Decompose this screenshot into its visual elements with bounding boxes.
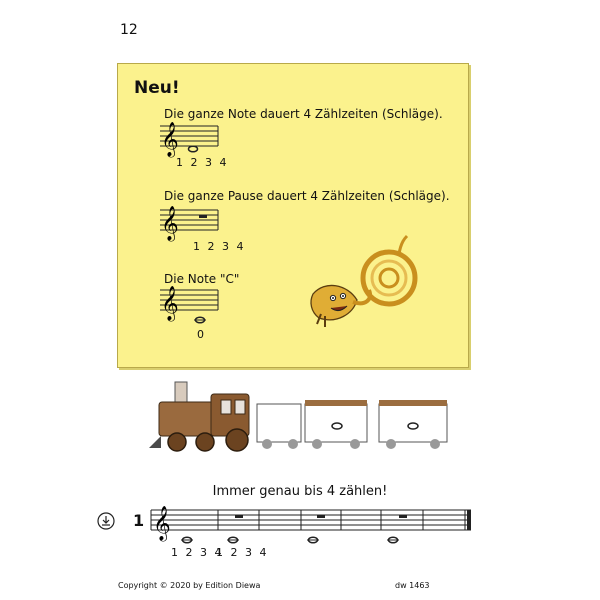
treble-clef-icon: 𝄞 bbox=[161, 122, 179, 157]
page-number: 12 bbox=[120, 22, 138, 38]
whole-note-icon bbox=[189, 146, 198, 152]
footer-code: dw 1463 bbox=[395, 581, 430, 590]
whole-note-text: Die ganze Note dauert 4 Zählzeiten (Schläge). bbox=[164, 107, 443, 121]
whole-rest-count: 1 2 3 4 bbox=[193, 240, 246, 253]
download-icon[interactable] bbox=[97, 512, 115, 530]
note-c-text: Die Note "C" bbox=[164, 272, 240, 286]
staff-note-c bbox=[160, 286, 220, 330]
whole-note-count: 1 2 3 4 bbox=[176, 156, 229, 169]
whole-rest-text: Die ganze Pause dauert 4 Zählzeiten (Schläge). bbox=[164, 189, 450, 203]
whole-rest-icon bbox=[199, 215, 207, 218]
exercise-title: Immer genau bis 4 zählen! bbox=[212, 484, 388, 499]
box-title: Neu! bbox=[134, 78, 180, 98]
whole-rest-icon bbox=[235, 515, 243, 518]
exercise-number: 1 bbox=[133, 511, 145, 530]
treble-clef-icon: 𝄞 bbox=[161, 206, 179, 241]
treble-clef-icon: 𝄞 bbox=[161, 286, 179, 321]
french-horn-illustration bbox=[307, 232, 427, 332]
exercise-count-1: 1 2 3 4 bbox=[171, 546, 224, 559]
whole-rest-icon bbox=[399, 515, 407, 518]
train-illustration bbox=[147, 382, 457, 454]
footer-copyright: Copyright © 2020 by Edition Diewa bbox=[118, 581, 261, 590]
exercise-count-2: 1 2 3 4 bbox=[216, 546, 269, 559]
exercise-staff bbox=[151, 500, 477, 550]
treble-clef-icon: 𝄞 bbox=[153, 506, 171, 541]
note-c-count: 0 bbox=[197, 328, 206, 341]
whole-rest-icon bbox=[317, 515, 325, 518]
